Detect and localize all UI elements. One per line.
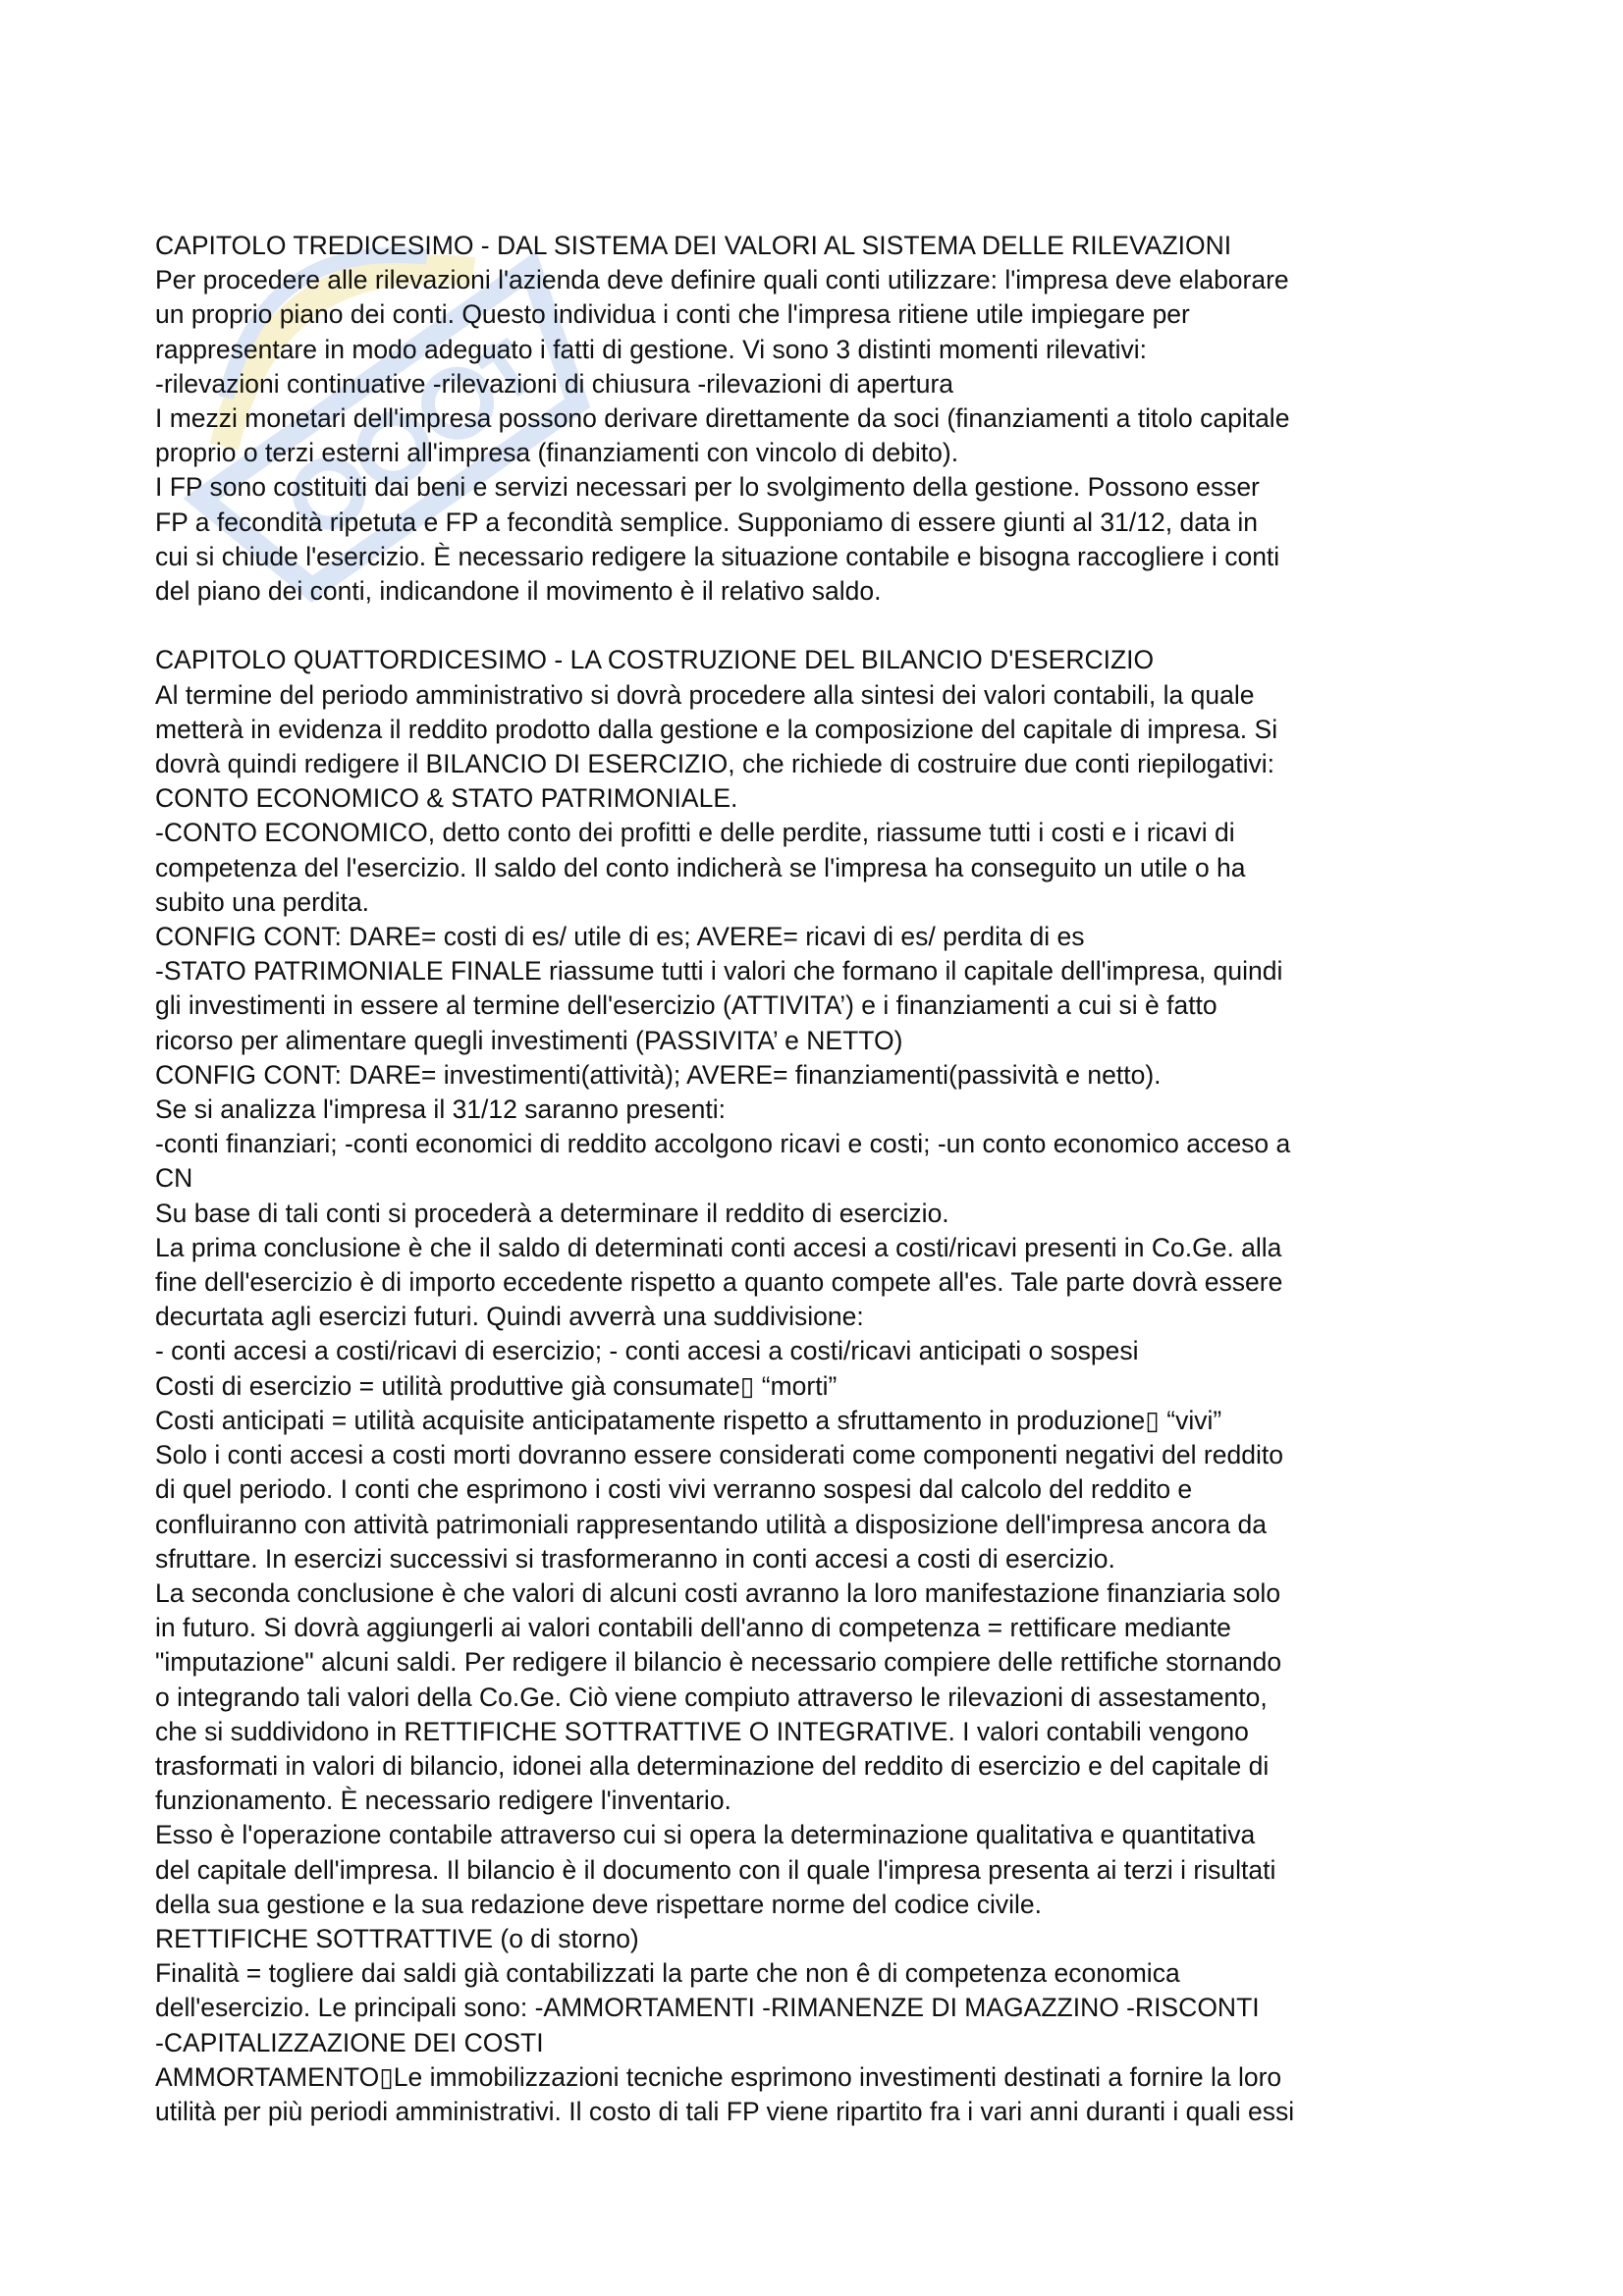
text-line: utilità per più periodi amministrativi. Il costo di tali FP viene ripartito fra i vari anni duranti i quali essi: [155, 2096, 1295, 2126]
text-line: rappresentare in modo adeguato i fatti di gestione. Vi sono 3 distinti momenti rilevativi:: [155, 334, 1148, 364]
text-line: confluiranno con attività patrimoniali rappresentando utilità a disposizione dell'impresa ancora da: [155, 1509, 1267, 1539]
text-line: AMMORTAMENTO▯Le immobilizzazioni tecniche esprimono investimenti destinati a fornire la loro: [155, 2061, 1282, 2092]
text-line: I mezzi monetari dell'impresa possono derivare direttamente da soci (finanziamenti a titolo capitale: [155, 403, 1290, 434]
text-line: Per procedere alle rilevazioni l'azienda deve definire quali conti utilizzare: l'impresa deve elaborare: [155, 265, 1289, 295]
text-line: cui si chiude l'esercizio. È necessario redigere la situazione contabile e bisogna raccogliere i conti: [155, 541, 1280, 571]
document-body: [155, 229, 1481, 2129]
text-line: metterà in evidenza il reddito prodotto dalla gestione e la composizione del capitale di impresa. Si: [155, 714, 1278, 744]
text-line: CN: [155, 1163, 193, 1194]
text-line: del capitale dell'impresa. Il bilancio è il documento con il quale l'impresa presenta ai terzi i risultati: [155, 1854, 1276, 1885]
text-line: -rilevazioni continuative -rilevazioni di chiusura -rilevazioni di apertura: [155, 368, 954, 399]
text-line: della sua gestione e la sua redazione deve rispettare norme del codice civile.: [155, 1889, 1043, 1919]
text-line: FP a fecondità ripetuta e FP a fecondità semplice. Supponiamo di essere giunti al 31/12, data in: [155, 507, 1259, 537]
text-line: Solo i conti accesi a costi morti dovranno essere considerati come componenti negativi del reddito: [155, 1440, 1283, 1470]
chapter-heading: CAPITOLO TREDICESIMO - DAL SISTEMA DEI VALORI AL SISTEMA DELLE RILEVAZIONI: [155, 231, 1232, 260]
text-line: "imputazione" alcuni saldi. Per redigere il bilancio è necessario compiere delle rettifiche stornando: [155, 1647, 1282, 1678]
text-line: -CONTO ECONOMICO, detto conto dei profitti e delle perdite, riassume tutti i costi e i ricavi di: [155, 818, 1235, 848]
text-line: La prima conclusione è che il saldo di determinati conti accesi a costi/ricavi presenti in Co.Ge. alla: [155, 1232, 1282, 1262]
text-line: di quel periodo. I conti che esprimono i costi vivi verranno sospesi dal calcolo del reddito e: [155, 1474, 1193, 1505]
text-line: Costi di esercizio = utilità produttive già consumate▯ “morti”: [155, 1370, 838, 1401]
text-line: un proprio piano dei conti. Questo individua i conti che l'impresa ritiene utile impiegare per: [155, 299, 1190, 330]
text-line: funzionamento. È necessario redigere l'inventario.: [155, 1786, 731, 1816]
text-line: RETTIFICHE SOTTRATTIVE (o di storno): [155, 1923, 639, 1953]
text-line: in futuro. Si dovrà aggiungerli ai valori contabili dell'anno di competenza = rettificare mediante: [155, 1613, 1231, 1643]
text-line: dell'esercizio. Le principali sono: -AMMORTAMENTI -RIMANENZE DI MAGAZZINO -RISCONTI: [155, 1993, 1260, 2023]
text-line: CONFIG CONT: DARE= costi di es/ utile di es; AVERE= ricavi di es/ perdita di es: [155, 922, 1085, 952]
text-line: che si suddividono in RETTIFICHE SOTTRATTIVE O INTEGRATIVE. I valori contabili vengono: [155, 1716, 1249, 1746]
text-line: competenza del l'esercizio. Il saldo del conto indicherà se l'impresa ha conseguito un utile o ha: [155, 852, 1246, 882]
text-line: CONFIG CONT: DARE= investimenti(attività); AVERE= finanziamenti(passività e netto).: [155, 1059, 1162, 1090]
text-line: Se si analizza l'impresa il 31/12 saranno presenti:: [155, 1095, 727, 1125]
text-line: La seconda conclusione è che valori di alcuni costi avranno la loro manifestazione finanziaria solo: [155, 1577, 1281, 1608]
section-chapter-13: [155, 229, 1481, 609]
text-line: gli investimenti in essere al termine dell'esercizio (ATTIVITA’) e i finanziamenti a cui si è fatto: [155, 990, 1217, 1021]
text-line: del piano dei conti, indicandone il movimento è il relativo saldo.: [155, 576, 882, 607]
section-chapter-14: [155, 643, 1481, 2129]
text-line: subito una perdita.: [155, 886, 370, 917]
text-line: Finalità = togliere dai saldi già contabilizzati la parte che non ê di competenza economica: [155, 1958, 1180, 1989]
chapter-heading: CAPITOLO QUATTORDICESIMO - LA COSTRUZIONE DEL BILANCIO D'ESERCIZIO: [155, 645, 1155, 675]
text-line: I FP sono costituiti dai beni e servizi necessari per lo svolgimento della gestione. Possono esser: [155, 472, 1260, 503]
text-line: decurtata agli esercizi futuri. Quindi avverrà una suddivisione:: [155, 1302, 864, 1332]
text-line: Costi anticipati = utilità acquisite anticipatamente rispetto a sfruttamento in produzione▯ “vivi”: [155, 1405, 1222, 1435]
text-line: Al termine del periodo amministrativo si dovrà procedere alla sintesi dei valori contabili, la quale: [155, 679, 1255, 710]
text-line: fine dell'esercizio è di importo eccedente rispetto a quanto compete all'es. Tale parte dovrà essere: [155, 1267, 1283, 1298]
text-line: sfruttare. In esercizi successivi si trasformeranno in conti accesi a costi di esercizio.: [155, 1543, 1115, 1574]
text-line: proprio o terzi esterni all'impresa (finanziamenti con vincolo di debito).: [155, 438, 959, 468]
text-line: -STATO PATRIMONIALE FINALE riassume tutti i valori che formano il capitale dell'impresa, quindi: [155, 956, 1283, 987]
text-line: - conti accesi a costi/ricavi di esercizio; - conti accesi a costi/ricavi anticipati o sospesi: [155, 1336, 1139, 1366]
text-line: ricorso per alimentare quegli investimenti (PASSIVITA’ e NETTO): [155, 1025, 903, 1055]
section-spacer: [155, 609, 1481, 643]
text-line: o integrando tali valori della Co.Ge. Ciò viene compiuto attraverso le rilevazioni di assestamento,: [155, 1682, 1268, 1712]
text-line: -conti finanziari; -conti economici di reddito accolgono ricavi e costi; -un conto economico acceso a: [155, 1129, 1291, 1159]
text-line: -CAPITALIZZAZIONE DEI COSTI: [155, 2027, 544, 2057]
text-line: dovrà quindi redigere il BILANCIO DI ESERCIZIO, che richiede di costruire due conti riepilogativi:: [155, 749, 1275, 779]
text-line: Su base di tali conti si procederà a determinare il reddito di esercizio.: [155, 1198, 949, 1228]
text-line: trasformati in valori di bilancio, idonei alla determinazione del reddito di esercizio e del capitale di: [155, 1750, 1270, 1781]
text-line: Esso è l'operazione contabile attraverso cui si opera la determinazione qualitativa e quantitativa: [155, 1820, 1256, 1850]
text-line: CONTO ECONOMICO & STATO PATRIMONIALE.: [155, 783, 738, 814]
